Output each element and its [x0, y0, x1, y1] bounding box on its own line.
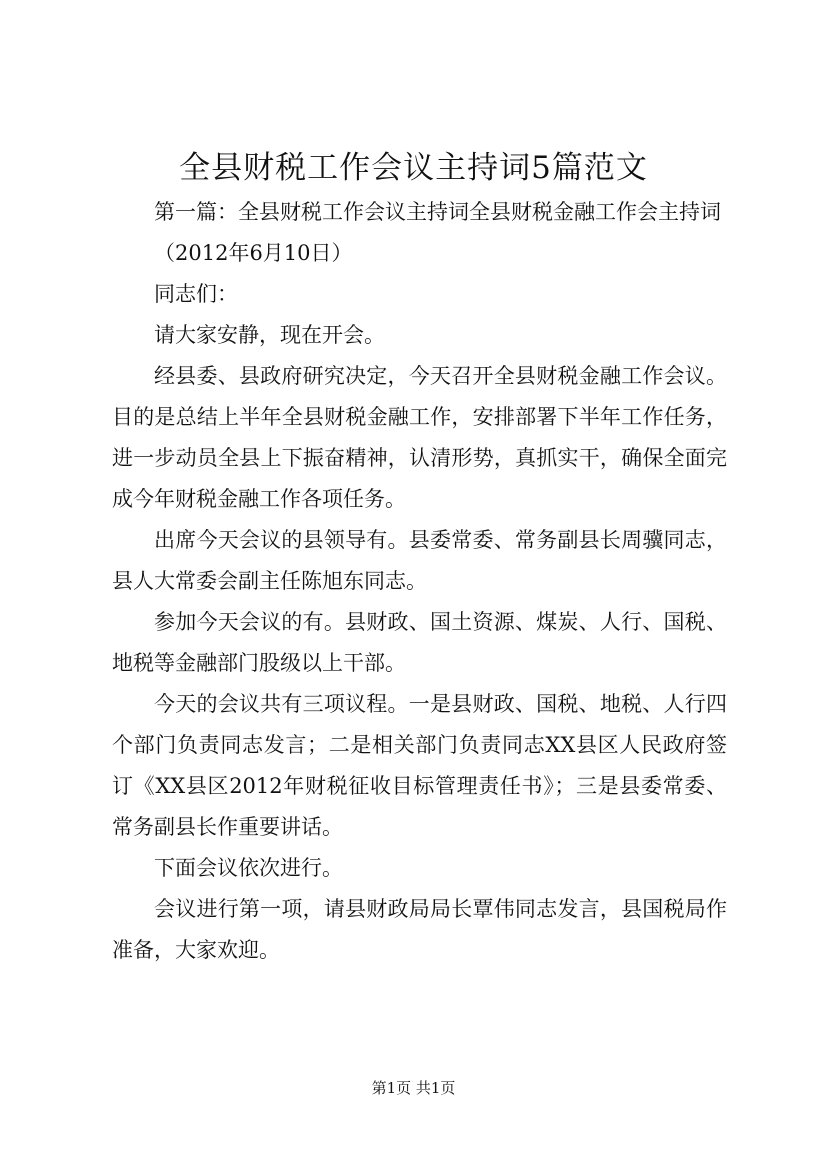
paragraph-salutation: 同志们： [154, 282, 238, 306]
page-footer: 第1页 共1页 [371, 1079, 456, 1097]
document-body [112, 192, 727, 971]
paragraph: 经县委、县政府研究决定，今天召开全县财税金融工作会议。目的是总结上半年全县财税金融工作，安排部署下半年工作任务，进一步动员全县上下振奋精神，认清形势，真抓实干，确保全面完成今年财税金融工作各项任务。 [112, 364, 727, 511]
paragraph-heading: 第一篇：全县财税工作会议主持词全县财税金融工作会主持词 [154, 200, 721, 224]
paragraph: 会议进行第一项，请县财政局局长覃伟同志发言，县国税局作准备，大家欢迎。 [112, 897, 727, 962]
paragraph: 下面会议依次进行。 [154, 856, 343, 880]
paragraph: 参加今天会议的有。县财政、国土资源、煤炭、人行、国税、地税等金融部门股级以上干部。 [112, 610, 727, 675]
paragraph: 请大家安静，现在开会。 [154, 323, 385, 347]
paragraph: 出席今天会议的县领导有。县委常委、常务副县长周骥同志，县人大常委会副主任陈旭东同志。 [112, 528, 727, 593]
paragraph-date: （2012年6月10日） [154, 241, 353, 265]
paragraph: 今天的会议共有三项议程。一是县财政、国税、地税、人行四个部门负责同志发言；二是相关部门负责同志XX县区人民政府签订《XX县区2012年财税征收目标管理责任书》；三是县委常委、常务副县长作重要讲话。 [112, 692, 727, 839]
document-title: 全县财税工作会议主持词5篇范文 [179, 150, 648, 186]
